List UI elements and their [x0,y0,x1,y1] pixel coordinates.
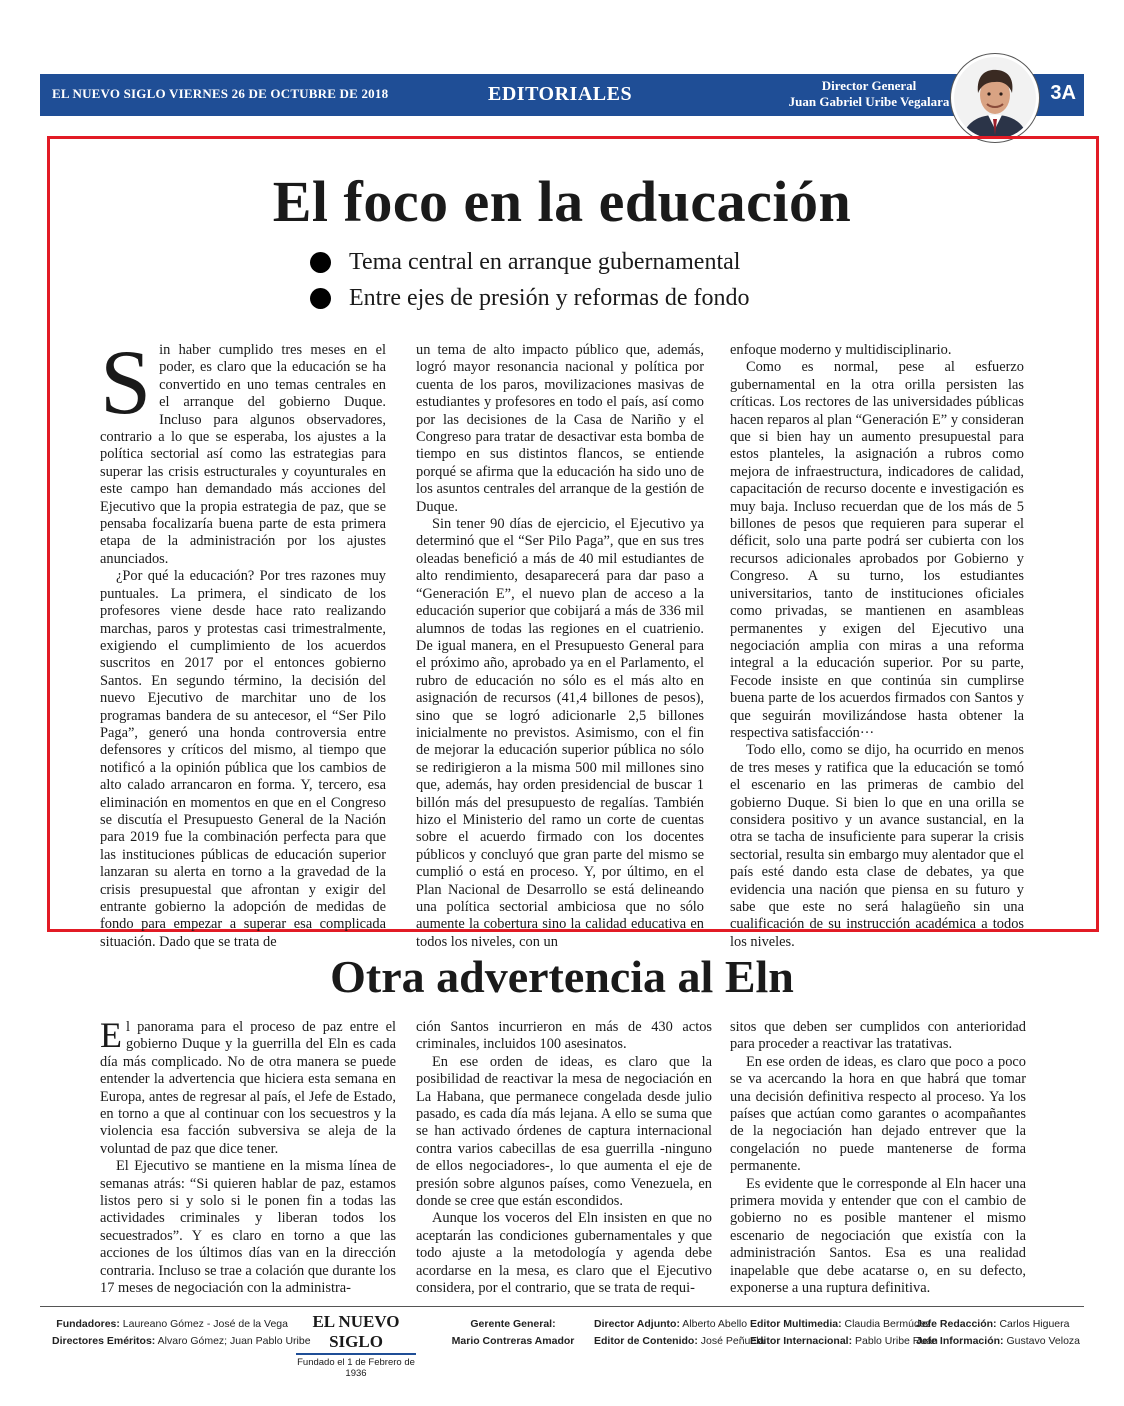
director-name: Juan Gabriel Uribe Vegalara [788,94,950,109]
page-number: 3A [1050,82,1076,104]
paragraph: Es evidente que le corresponde al Eln hacer una primera movida y entender que con el cambio de gobierno no es posible mantener el mismo escenario de negociación que existía con la administración Santos. Esa es una realidad inapelable que debe acatarse o, en su defecto, exponerse a una ruptura definitiva. [730,1175,1026,1297]
editors-credits: Editor Multimedia: Claudia Bermúdez Editor Internacional: Pablo Uribe Ruan [750,1318,938,1347]
footer-divider [40,1306,1084,1307]
adjunct-credits: Director Adjunto: Alberto Abello Editor de Contenido: José Peñuela [594,1318,765,1347]
paragraph: Como es normal, pese al esfuerzo gubernamental en la otra orilla persisten las críticas. Los rectores de las universidades públicas hacen reparos al plan “Generación E” y consideran que si bien hay un aumento presupuestal para estos planteles, la asignación a rubros como mejora de infraestructura, indicadores de calidad, capacitación de recurso docente e investigación es muy baja. Incluso recuerdan que de los más de 5 billones de pesos que requieren para superar el déficit, solo una parte podrá ser cubierta con los recursos adicionales aprobados por Gobierno y Congreso. A su turno, los estudiantes universitarios, tanto de instituciones oficiales como privadas, se mantienen en asambleas permanentes y exigen del Ejecutivo una negociación amplia con miras a una reforma integral a la educación superior. Por su parte, Fecode insiste en que continúa sin cumplirse buena parte de los acuerdos firmados con Santos y que seguirán movilizándose hasta obtener la respectiva satisfacción··· [730,359,1024,741]
manager-credit: Gerente General: Mario Contreras Amador [451,1318,575,1347]
paragraph: ¿Por qué la educación? Por tres razones muy puntuales. La primera, el sindicato de los profesores viene desde hace rato realizando marchas, paros y protestas casi trimestralmente, exigiendo el cumplimiento de los acuerdos suscritos en 2017 por el entonces gobierno Santos. En segundo término, la decisión del nuevo Ejecutivo de marchitar uno de los programas bandera de su antecesor, el “Ser Pilo Paga”, generó una honda controversia entre defensores y críticos del mismo, al tiempo que notificó a la opinión pública que los cambios de alto calado arrancaron en forma. Y, tercero, esa eliminación en momentos en que en el Congreso se discutía el Presupuesto General de la Nación para 2019 fue la combinación perfecta para que las instituciones públicas de educación superior lanzaran su alerta en torno a la gravedad de la crisis presupuestal que afrontan y exigir del entrante gobierno la adopción de medidas de fondo para empezar a superar esa complicada situación. Dado que se trata de [100,568,386,950]
article-title: Otra advertencia al Eln [330,951,794,1002]
section-title: EDITORIALES [488,83,633,105]
bullet-dot-icon [310,288,331,309]
article-column-3 [730,342,1024,951]
paragraph: enfoque moderno y multidisciplinario. [730,342,952,358]
subheading-item: Entre ejes de presión y reformas de fondo [310,280,870,316]
article-column-1 [100,331,386,951]
paragraph: Sin tener 90 días de ejercicio, el Ejecutivo ya determinó que el “Ser Pilo Paga”, que en sus tres oleadas benefició a más de 40 mil estudiantes de alto rendimiento, desaparecerá para dar paso a “Generación E”, el nuevo plan de acceso a la educación superior que cobijará a más de 336 mil alumnos de todas las regiones en el cuatrienio. De igual manera, en el Presupuesto General para el próximo año, aprobado ya en el Parlamento, el rubro de educación no sólo es el más alto en asignación de recursos (41,4 billones de pesos), sino que se logró adicionarle 2,5 billones inicialmente no previstos. Asimismo, con el fin de mejorar la educación superior pública no sólo se redirigieron a la misma 500 mil millones sino que, además, hay orden presidencial de buscar 1 billón más del presupuesto de regalías. También hizo el Ministerio del ramo un corte de cuentas sobre el acuerdo firmado con los docentes públicos y concluyó que gran parte del mismo se cumplió o está en proceso. Y, por último, en el Plan Nacional de Desarrollo se está delineando una política sectorial ambiciosa que no sólo aumente la cobertura sino la calidad educativa en todos los niveles, con un [416,516,704,950]
paper-date: EL NUEVO SIGLO VIERNES 26 DE OCTUBRE DE 2018 [52,86,389,101]
article-subheadings [310,244,870,316]
page-header [40,74,1084,116]
paragraph: ción Santos incurrieron en más de 430 actos criminales, incluidos 100 asesinatos. [416,1019,712,1053]
article-column-1 [100,1015,396,1298]
paragraph: El Ejecutivo se mantiene en la misma línea de semanas atrás: “Si quieren hablar de paz, estamos listos pero si y solo si le ponen fin a todas las actividades criminales y liberan todos los secuestrados”. Y es claro en torno a que las acciones de los últimos días van en la dirección contraria. Incluso se trae a colación que durante los 17 meses de negociación con la administra- [100,1158,396,1297]
drop-cap: S [100,331,152,433]
founders-credits: Fundadores: Laureano Gómez - José de la Vega Directores Eméritos: Alvaro Gómez; Juan Pablo Uribe [52,1318,311,1347]
paragraph: Aunque los voceros del Eln insisten en que no aceptarán las condiciones gubernamentales y que todo ajuste a la metodología y agenda debe acordarse en la mesa, es claro que el Ejecutivo considera, por el contrario, que se trata de requi- [416,1210,712,1297]
chiefs-credits: Jefe Redacción: Carlos Higuera Jefe Información: Gustavo Veloza [916,1318,1080,1347]
paragraph: Todo ello, como se dijo, ha ocurrido en menos de tres meses y ratifica que la educación se tomó el escenario en las primeras de cambio del gobierno Duque. Si bien lo que en una orilla se considera positivo y un avance sustancial, en la otra se tacha de insuficiente para superar la crisis sectorial, resulta sin embargo muy alentador que el país esté dando esta clase de debates, ya que evidencia una nación que piensa en su futuro y sabe que este no será halagüeño sin una cualificación de su instrucción académica a todos los niveles. [730,742,1024,950]
paragraph: in haber cumplido tres meses en el poder, es claro que la educación se ha convertido en uno temas centrales en el arranque del gobierno Duque. Incluso para algunos observadores, contrario a lo que se esperaba, los ajustes a la política sectorial así como las estrategias para superar las crisis estructurales y coyunturales en este campo han demandado más acciones del Ejecutivo que la propia estrategia de paz, que se pensaba focalizaría buena parte de esta primera etapa de la administración por los ajustes anunciados. [100,342,386,567]
director-portrait [951,54,1039,142]
paragraph: un tema de alto impacto público que, además, logró mayor resonancia nacional y política por cuenta de los paros, movilizaciones masivas de estudiantes y profesores en todo el país, así como por las decisiones de la Casa de Nariño y el Congreso para tratar de desactivar esta bomba de tiempo en sus distintos flancos, se entiende porqué se afirma que la educación ha sido uno de los asuntos centrales del arranque de la gestión de Duque. [416,342,704,515]
article-column-2 [416,1019,712,1298]
article-column-2 [416,342,704,951]
paragraph: En ese orden de ideas, es claro que poco a poco se va acercando la hora en que habrá que tomar una decisión definitiva respecto al proceso. Ya los países que actúan como garantes o acompañantes de la negociación han dejado entrever que la congelación no puede mantenerse de forma permanente. [730,1053,1026,1175]
paragraph: En ese orden de ideas, es claro que la posibilidad de reactivar la mesa de negociación en La Habana, que permanece congelada desde julio pasado, es cada día más lejana. A ello se suma que se han activado órdenes de captura internacional contra varios cabecillas de esa guerrilla -ninguno de ellos negociadores-, lo que aumenta el eje de presión sobre algunos países, como Venezuela, en donde se cree que están escondidos. [416,1053,712,1210]
paragraph: l panorama para el proceso de paz entre el gobierno Duque y la guerrilla del Eln es cada día más complicado. No de otra manera se puede entender la advertencia que hiciera esta semana en Europa, antes de regresar al país, el Jefe de Estado, en torno a que al continuar con los secuestros y la violencia esa facción subversiva se aleja de la voluntad de paz que dice tener. [100,1019,396,1157]
subheading-item: Tema central en arranque gubernamental [310,244,870,280]
bullet-dot-icon [310,252,331,273]
paragraph: sitos que deben ser cumplidos con anterioridad para proceder a reactivar las tratativas. [730,1019,1026,1053]
director-title: Director General [821,78,917,93]
article-column-3 [730,1019,1026,1298]
article-title: El foco en la educación [272,169,852,234]
newspaper-logo: EL NUEVO SIGLO Fundado el 1 de Febrero de 1936 [297,1312,415,1379]
drop-cap: E [100,1015,122,1055]
